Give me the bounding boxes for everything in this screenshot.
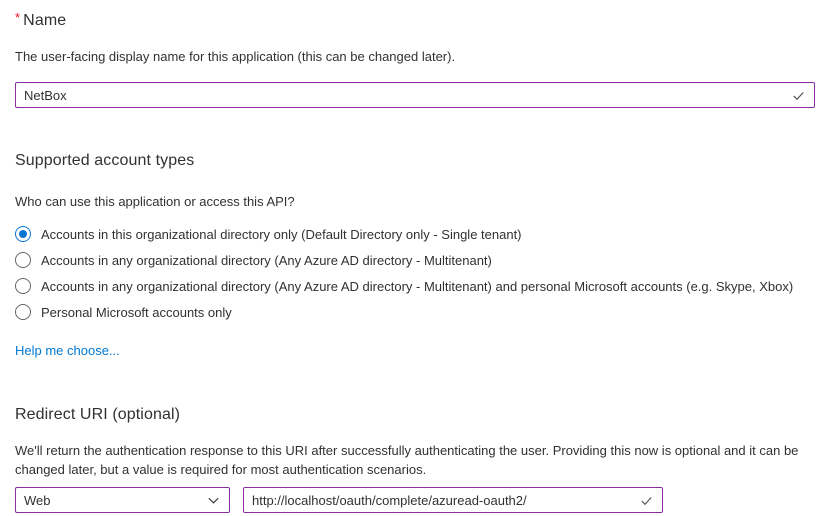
redirect-uri-row bbox=[15, 487, 814, 513]
chevron-down-icon bbox=[206, 493, 221, 508]
redirect-uri-input[interactable] bbox=[244, 488, 639, 512]
account-type-radio-group bbox=[15, 221, 814, 325]
supported-account-types-section bbox=[15, 152, 814, 360]
name-input[interactable] bbox=[16, 83, 791, 107]
radio-option-label: Accounts in this organizational directory only (Default Directory only - Single tenant) bbox=[41, 226, 522, 242]
radio-button-personal-only[interactable] bbox=[15, 304, 31, 320]
radio-option-2[interactable] bbox=[15, 273, 814, 299]
radio-option-label: Accounts in any organizational directory (Any Azure AD directory - Multitenant) and personal Microsoft accounts (e.g. Skype, Xbox) bbox=[41, 278, 794, 294]
name-section bbox=[15, 10, 814, 108]
account-types-question: Who can use this application or access this API? bbox=[15, 194, 295, 209]
radio-option-0[interactable] bbox=[15, 221, 814, 247]
platform-select[interactable] bbox=[15, 487, 230, 513]
radio-button-multitenant-personal[interactable] bbox=[15, 278, 31, 294]
redirect-uri-title: Redirect URI (optional) bbox=[15, 406, 181, 423]
radio-button-multitenant[interactable] bbox=[15, 252, 31, 268]
radio-option-label: Accounts in any organizational directory (Any Azure AD directory - Multitenant) bbox=[41, 252, 492, 268]
radio-button-single-tenant[interactable] bbox=[15, 226, 31, 242]
name-input-container bbox=[15, 82, 815, 108]
radio-option-label: Personal Microsoft accounts only bbox=[41, 304, 232, 320]
platform-select-value: Web bbox=[24, 492, 51, 508]
required-asterisk: * bbox=[15, 10, 21, 25]
redirect-uri-description: We'll return the authentication response to this URI after successfully authenticating the user. Providing this now is optional and it can be changed later, but a value is required for most authentication scenarios. bbox=[15, 443, 799, 477]
name-description: The user-facing display name for this application (this can be changed later). bbox=[15, 49, 456, 64]
name-section-title-text: Name bbox=[23, 12, 67, 29]
valid-checkmark-icon bbox=[639, 493, 654, 508]
supported-account-types-title: Supported account types bbox=[15, 152, 195, 169]
redirect-uri-input-container bbox=[243, 487, 663, 513]
redirect-uri-section bbox=[15, 406, 814, 513]
radio-option-3[interactable] bbox=[15, 299, 814, 325]
radio-option-1[interactable] bbox=[15, 247, 814, 273]
name-section-title bbox=[15, 10, 814, 30]
valid-checkmark-icon bbox=[791, 88, 806, 103]
help-me-choose-link[interactable]: Help me choose... bbox=[15, 343, 120, 358]
